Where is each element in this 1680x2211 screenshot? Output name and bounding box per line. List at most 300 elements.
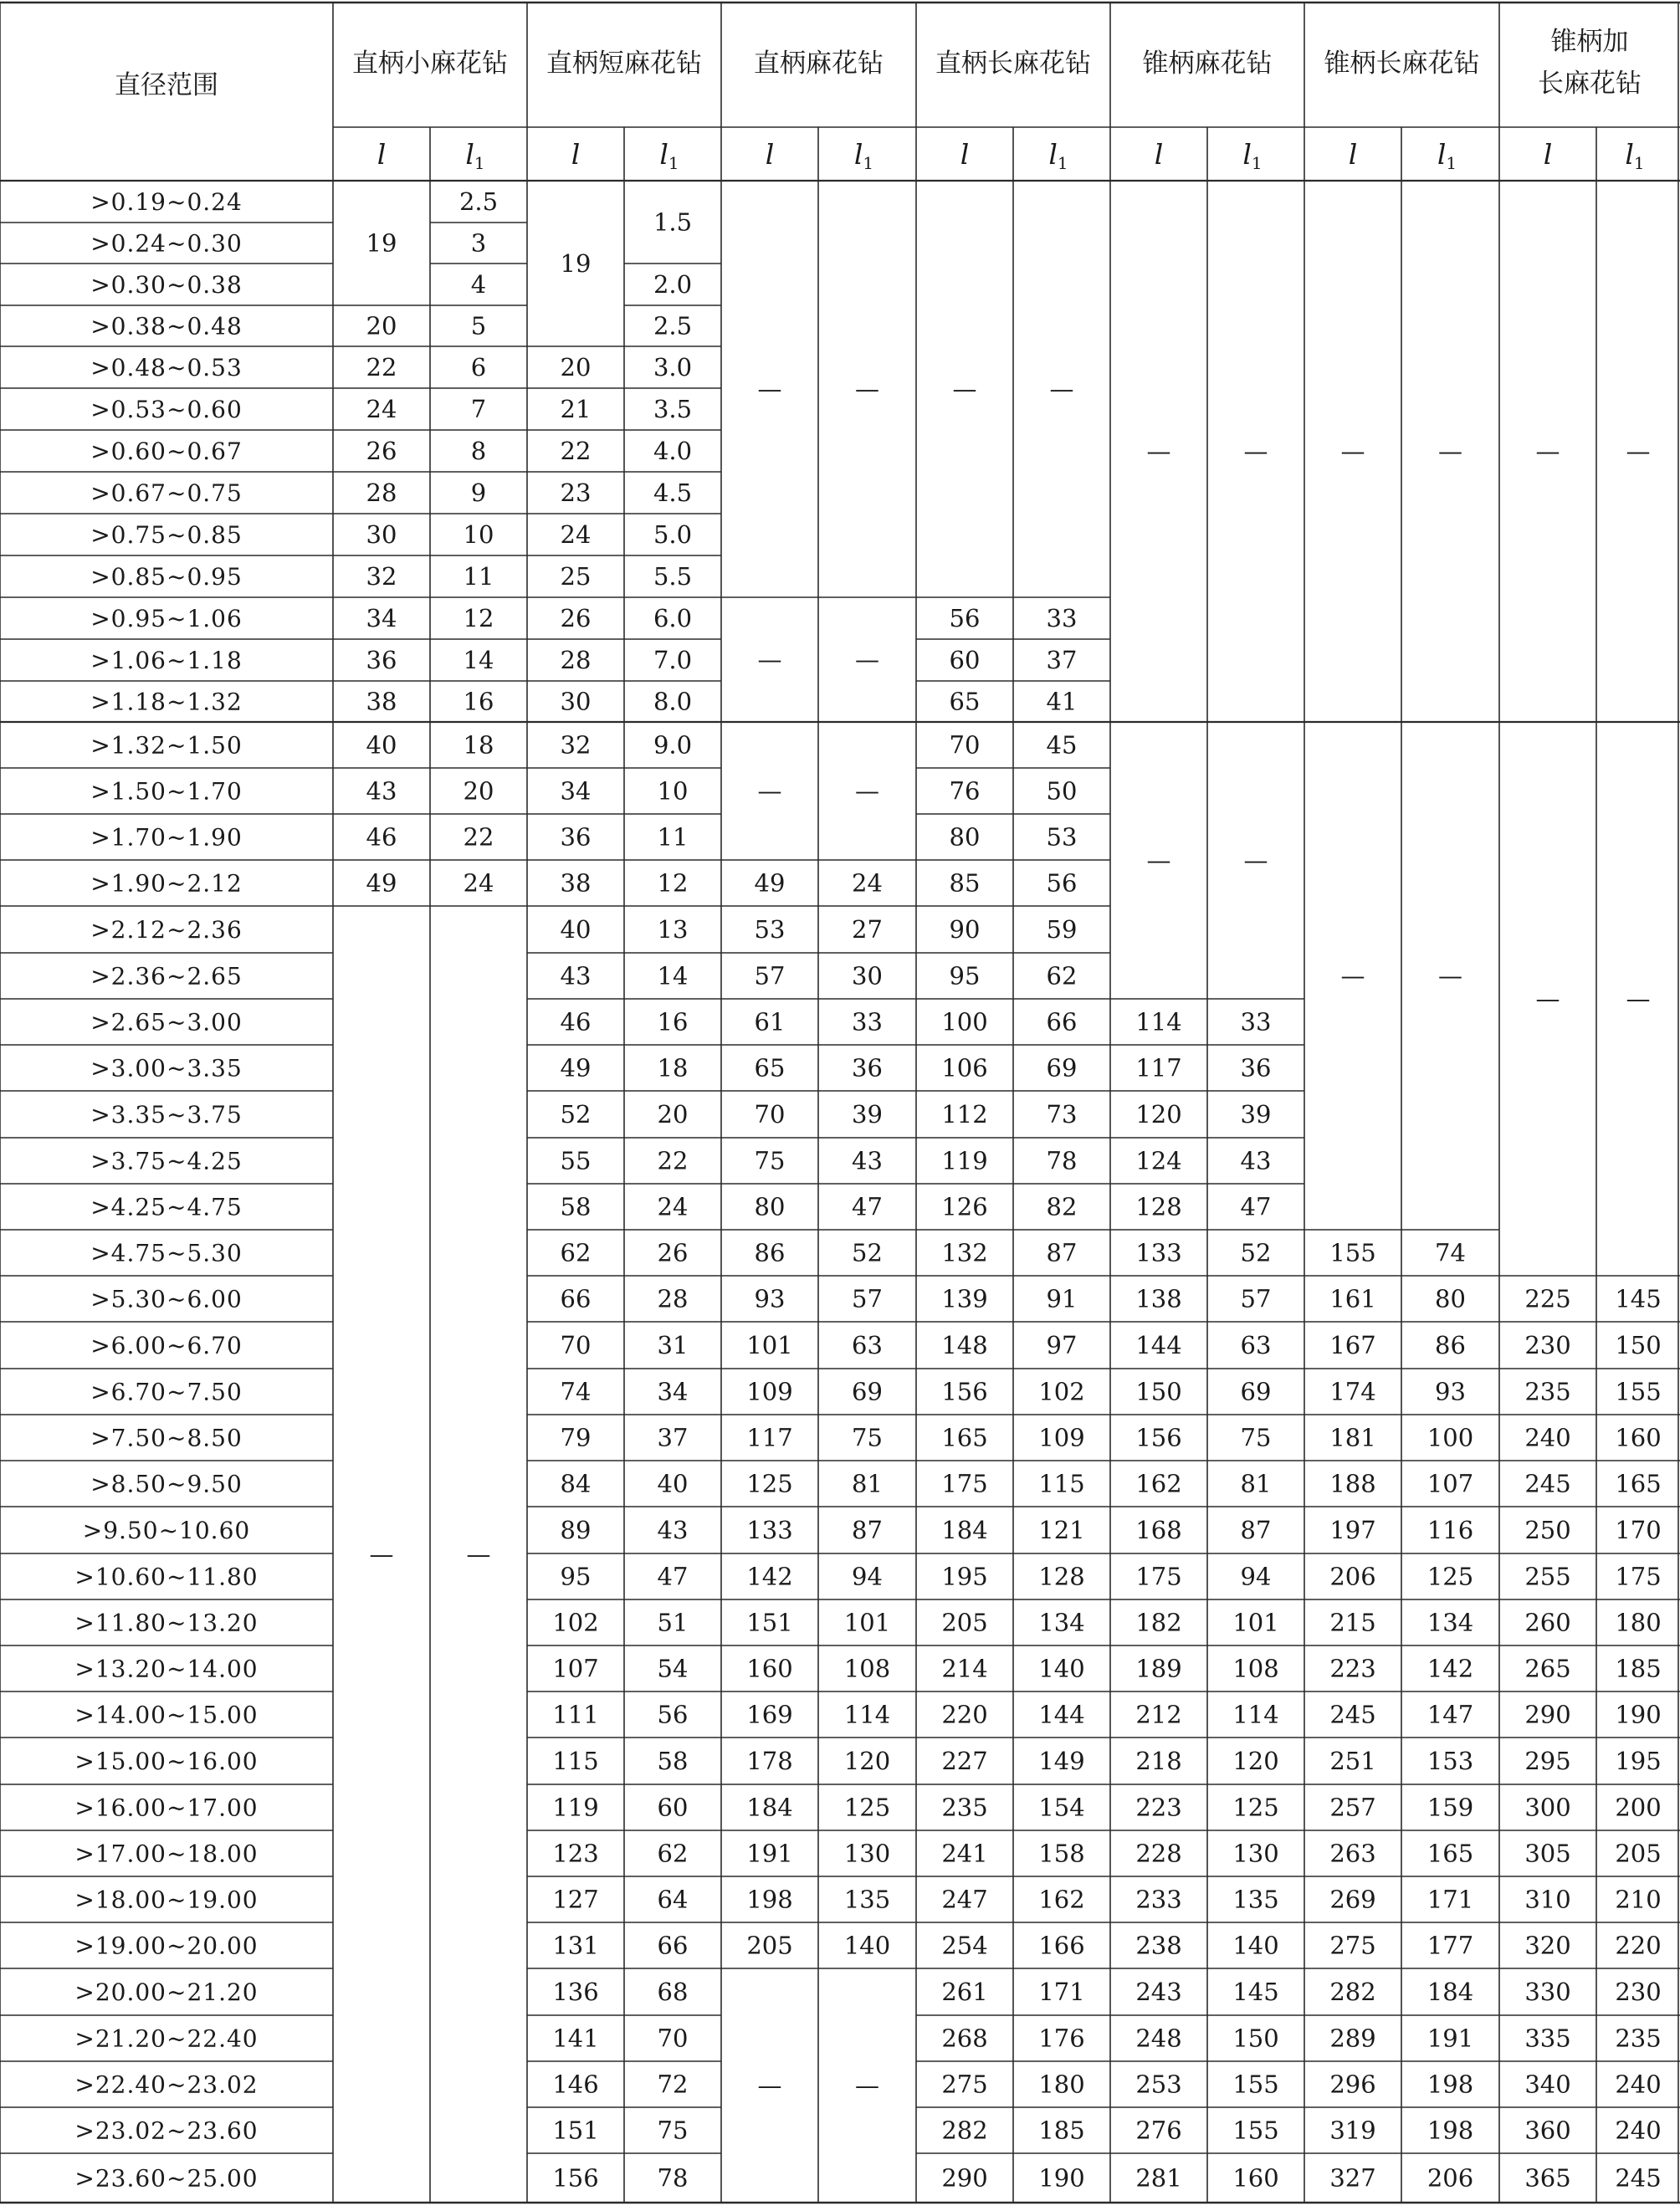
empty-cell-dash: — [1626,985,1651,1013]
length-symbol: l [1348,138,1358,171]
table-cell: 130 [843,1839,891,1868]
table-cell: 82 [1046,1192,1078,1221]
table-cell: 212 [1135,1700,1182,1729]
table-cell: 335 [1524,2024,1571,2053]
table-cell: 70 [560,1331,592,1359]
table-cell: 9 [470,479,487,507]
empty-cell-dash: — [1340,437,1365,466]
table-cell: 243 [1135,1978,1182,2006]
table-cell: 108 [1232,1654,1279,1683]
flute-length-symbol: l1 [465,138,485,173]
table-cell: 281 [1135,2163,1182,2193]
table-cell: 87 [1046,1238,1078,1267]
diameter-range: >4.25~4.75 [90,1193,243,1221]
diameter-range: >1.70~1.90 [90,823,243,852]
table-cell: 198 [746,1885,793,1914]
diameter-range: >0.24~0.30 [90,229,243,258]
table-cell: 50 [1046,776,1078,806]
diameter-range: >0.53~0.60 [90,396,243,423]
table-cell: 235 [1615,2024,1662,2053]
table-cell: 24 [463,868,494,898]
table-cell: 5 [470,311,487,340]
table-cell: 46 [560,1007,592,1036]
table-cell: 220 [1615,1931,1662,1960]
diameter-range: >0.48~0.53 [90,354,243,381]
table-cell: 319 [1329,2116,1376,2145]
table-cell: 228 [1135,1839,1182,1868]
table-cell: 195 [1615,1747,1662,1775]
table-cell: 81 [1240,1469,1272,1498]
table-cell: 51 [657,1608,689,1637]
table-cell: 245 [1524,1469,1571,1498]
table-cell: 114 [843,1700,891,1729]
table-cell: 158 [1038,1839,1085,1868]
table-cell: 109 [746,1377,793,1406]
table-cell: 120 [1232,1747,1279,1775]
table-cell: 330 [1524,1978,1571,2006]
length-symbol: l [960,138,970,171]
table-cell: 52 [560,1100,592,1129]
table-cell: 7.0 [653,646,693,674]
table-cell: 8 [470,437,487,465]
table-cell: 295 [1524,1747,1571,1775]
empty-cell-dash: — [1049,375,1074,403]
table-cell: 84 [560,1469,592,1498]
table-cell: 265 [1524,1654,1571,1683]
table-cell: 101 [1232,1608,1279,1637]
flute-length-symbol: l1 [1242,138,1263,173]
table-cell: 144 [1038,1700,1085,1729]
diameter-range: >2.36~2.65 [90,962,243,990]
diameter-range: >15.00~16.00 [74,1748,259,1775]
diameter-range: >2.65~3.00 [90,1008,243,1036]
diameter-range-column [74,188,258,2193]
table-cell: 61 [754,1007,786,1036]
empty-cell-dash: — [855,645,879,674]
group-header: 直柄小麻花钻 [352,49,508,79]
table-cell: 175 [941,1469,988,1498]
table-cell: 155 [1329,1238,1376,1267]
table-cell: 227 [941,1747,988,1775]
table-cell: 112 [941,1100,988,1129]
table-cell: 140 [1038,1654,1085,1683]
table-cell: 36 [560,822,592,852]
table-cell: 14 [657,961,689,990]
table-cell: 66 [657,1931,689,1960]
empty-cell-dash: — [1340,961,1365,990]
table-cell: 120 [843,1747,891,1775]
diameter-range: >1.90~2.12 [90,869,243,898]
table-cell: 20 [366,311,397,340]
table-cell: 141 [552,2024,599,2053]
table-cell: 123 [552,1839,599,1868]
table-cell: 235 [941,1793,988,1822]
diameter-range: >0.19~0.24 [90,188,243,216]
table-cell: 184 [941,1516,988,1544]
table-cell: 156 [1135,1423,1182,1452]
table-cell: 247 [941,1885,988,1914]
table-cell: 282 [1329,1978,1376,2006]
table-cell: 144 [1135,1331,1182,1359]
table-cell: 153 [1426,1747,1474,1775]
table-cell: 91 [1046,1284,1078,1313]
diameter-range: >21.20~22.40 [74,2024,259,2053]
flute-length-symbol: l1 [1048,138,1068,173]
empty-cell-dash: — [757,776,782,806]
table-cell: 218 [1135,1747,1182,1775]
table-cell: 155 [1232,2116,1279,2145]
table-cell: 142 [746,1562,793,1591]
table-cell: 150 [1232,2024,1279,2053]
table-cell: 327 [1329,2163,1376,2193]
table-cell: 56 [1046,868,1078,898]
table-cell: 38 [560,868,592,898]
table-cell: 43 [366,776,397,806]
table-cell: 69 [1046,1053,1078,1082]
empty-cell-dash: — [1626,437,1651,466]
table-cell: 20 [560,353,592,381]
table-cell: 150 [1615,1331,1662,1359]
diameter-range: >17.00~18.00 [74,1840,259,1868]
table-cell: 245 [1329,1700,1376,1729]
table-cell: 132 [941,1238,988,1267]
table-cell: 138 [1135,1284,1182,1313]
table-cell: 289 [1329,2024,1376,2053]
flute-length-symbol: l1 [1437,138,1457,173]
table-cell: 8.0 [653,687,693,716]
table-cell: 24 [560,520,592,549]
table-cell: 78 [1046,1146,1078,1175]
table-cell: 5.5 [653,562,693,591]
diameter-range: >6.00~6.70 [90,1332,243,1359]
table-cell: 23 [560,479,592,507]
table-cell: 189 [1135,1654,1182,1683]
table-cell: 102 [552,1608,599,1637]
empty-cell-dash: — [855,2071,879,2100]
empty-cell-dash: — [1438,961,1462,990]
table-cell: 109 [1038,1423,1085,1452]
table-cell: 282 [941,2116,988,2145]
diameter-range: >13.20~14.00 [74,1655,259,1683]
table-cell: 30 [366,520,397,549]
table-cell: 49 [754,868,786,898]
empty-cell-dash: — [855,375,879,403]
table-cell: 58 [560,1192,592,1221]
table-cell: 155 [1615,1377,1662,1406]
diameter-range: >3.00~3.35 [90,1054,243,1082]
table-cell: 181 [1329,1423,1376,1452]
table-cell: 60 [949,646,981,674]
table-cell: 20 [657,1100,689,1129]
table-cell: 188 [1329,1469,1376,1498]
table-cell: 142 [1426,1654,1474,1683]
diameter-range: >1.50~1.70 [90,777,243,806]
table-cell: 93 [754,1284,786,1313]
table-cell: 43 [657,1516,689,1544]
table-cell: 365 [1524,2163,1571,2193]
table-cell: 127 [552,1885,599,1914]
diameter-range: >0.60~0.67 [90,438,243,465]
table-cell: 296 [1329,2070,1376,2099]
table-cell: 26 [366,437,397,465]
table-cell: 165 [1615,1469,1662,1498]
table-cell: 81 [852,1469,883,1498]
table-cell: 49 [366,868,397,898]
table-cell: 145 [1615,1284,1662,1313]
table-cell: 206 [1426,2163,1474,2193]
table-cell: 63 [852,1331,883,1359]
table-cell: 80 [1435,1284,1466,1313]
table-cell: 47 [852,1192,883,1221]
table-cell: 198 [1426,2116,1474,2145]
table-cell: 160 [1232,2163,1279,2193]
table-cell: 12 [657,868,689,898]
flute-length-symbol: l1 [659,138,679,173]
table-cell: 69 [852,1377,883,1406]
table-cell: 230 [1524,1331,1571,1359]
group-header: 长麻花钻 [1538,69,1642,99]
diameter-range: >0.30~0.38 [90,271,243,299]
table-cell: 251 [1329,1747,1376,1775]
table-cell: 177 [1426,1931,1474,1960]
table-cell: 64 [657,1885,689,1914]
table-cell: 27 [852,915,883,944]
table-cell: 70 [754,1100,786,1129]
table-cell: 85 [949,868,981,898]
table-cell: 223 [1135,1793,1182,1822]
table-cell: 75 [754,1146,786,1175]
table-cell: 136 [552,1978,599,2006]
table-cell: 38 [366,687,397,716]
diameter-range: >23.02~23.60 [74,2116,259,2145]
table-cell: 206 [1329,1562,1376,1591]
table-cell: 168 [1135,1516,1182,1544]
table-cell: 31 [657,1331,689,1359]
table-cell: 261 [941,1978,988,2006]
table-cell: 11 [657,822,689,852]
table-cell: 62 [657,1839,689,1868]
table-cell: 254 [941,1931,988,1960]
table-cell: 162 [1135,1469,1182,1498]
table-cell: 7 [470,395,487,423]
table-cell: 171 [1038,1978,1085,2006]
diameter-range: >2.12~2.36 [90,916,243,944]
group-header: 锥柄加 [1550,27,1629,57]
table-cell: 257 [1329,1793,1376,1822]
table-cell: 19 [560,249,592,278]
table-cell: 28 [366,479,397,507]
table-cell: 32 [366,562,397,591]
table-cell: 43 [560,961,592,990]
table-cell: 205 [746,1931,793,1960]
table-cell: 166 [1038,1931,1085,1960]
diameter-range: >14.00~15.00 [74,1701,259,1729]
table-cell: 268 [941,2024,988,2053]
diameter-range: >19.00~20.00 [74,1932,259,1960]
table-cell: 340 [1524,2070,1571,2099]
table-cell: 210 [1615,1885,1662,1914]
table-cell: 135 [843,1885,891,1914]
table-cell: 215 [1329,1608,1376,1637]
table-cell: 115 [1038,1469,1085,1498]
diameter-range: >4.75~5.30 [90,1239,243,1267]
table-cell: 119 [552,1793,599,1822]
table-cell: 101 [843,1608,891,1637]
diameter-range: >20.00~21.20 [74,1978,259,2006]
table-cell: 107 [1426,1469,1474,1498]
table-cell: 290 [1524,1700,1571,1729]
table-cell: 238 [1135,1931,1182,1960]
table-cell: 95 [560,1562,592,1591]
table-cell: 175 [1135,1562,1182,1591]
table-cell: 248 [1135,2024,1182,2053]
table-cell: 260 [1524,1608,1571,1637]
table-cell: 205 [1615,1839,1662,1868]
table-cell: 169 [746,1700,793,1729]
table-cell: 165 [1426,1839,1474,1868]
table-cell: 154 [1038,1793,1085,1822]
table-cell: 2.5 [653,311,693,340]
table-cell: 79 [560,1423,592,1452]
table-cell: 75 [657,2116,689,2145]
empty-cell-dash: — [855,776,879,806]
table-cell: 191 [746,1839,793,1868]
table-cell: 10 [657,776,689,806]
table-cell: 184 [746,1793,793,1822]
table-cell: 4.0 [653,437,693,465]
table-cell: 240 [1615,2116,1662,2145]
table-cell: 310 [1524,1885,1571,1914]
flute-length-symbol: l1 [853,138,874,173]
diameter-range: >10.60~11.80 [74,1563,259,1591]
table-cell: 240 [1615,2070,1662,2099]
table-cell: 108 [843,1654,891,1683]
table-cell: 66 [560,1284,592,1313]
table-cell: 198 [1426,2070,1474,2099]
table-cell: 4.5 [653,479,693,507]
length-symbol: l [1154,138,1164,171]
empty-cell-dash: — [757,645,782,674]
table-cell: 145 [1232,1978,1279,2006]
table-cell: 182 [1135,1608,1182,1637]
table-cell: 9.0 [653,730,693,760]
group-header: 直柄长麻花钻 [935,49,1091,79]
table-cell: 106 [941,1053,988,1082]
table-cell: 74 [560,1377,592,1406]
diameter-range: >0.75~0.85 [90,521,243,549]
table-cell: 25 [560,562,592,591]
table-cell: 116 [1426,1516,1474,1544]
diameter-range: >7.50~8.50 [90,1424,243,1452]
table-cell: 128 [1038,1562,1085,1591]
table-cell: 47 [1240,1192,1272,1221]
empty-cell-dash: — [1243,437,1268,466]
empty-cell-dash: — [952,375,977,403]
table-cell: 175 [1615,1562,1662,1591]
table-cell: 43 [1240,1146,1272,1175]
table-cell: 97 [1046,1331,1078,1359]
table-cell: 24 [657,1192,689,1221]
table-cell: 56 [949,604,981,632]
group-header: 直柄麻花钻 [754,49,884,79]
empty-cell-dash: — [757,2071,782,2100]
table-cell: 34 [560,776,592,806]
diameter-range: >1.18~1.32 [90,688,243,716]
diameter-range: >11.80~13.20 [74,1609,259,1637]
table-cell: 241 [941,1839,988,1868]
table-cell: 101 [746,1331,793,1359]
table-cell: 121 [1038,1516,1085,1544]
table-cell: 195 [941,1562,988,1591]
diameter-range: >22.40~23.02 [74,2070,259,2099]
table-cell: 162 [1038,1885,1085,1914]
length-symbol: l [1543,138,1553,171]
flute-length-symbol: l1 [1625,138,1645,173]
diameter-range: >6.70~7.50 [90,1378,243,1406]
table-cell: 115 [552,1747,599,1775]
table-cell: 10 [463,520,494,549]
table-grid-lines [0,3,1680,2203]
table-cell: 53 [754,915,786,944]
range-header: 直径范围 [115,70,218,100]
table-cell: 13 [657,915,689,944]
table-cell: 3 [470,228,487,258]
table-cell: 33 [852,1007,883,1036]
table-cell: 55 [560,1146,592,1175]
table-cell: 39 [1240,1100,1272,1129]
table-cell: 40 [657,1469,689,1498]
empty-cell-dash: — [1146,437,1171,466]
diameter-range: >1.32~1.50 [90,731,243,760]
empty-cell-dash: — [1243,846,1268,875]
table-cell: 230 [1615,1978,1662,2006]
table-cell: 240 [1524,1423,1571,1452]
diameter-range: >1.06~1.18 [90,647,243,674]
table-cell: 86 [1435,1331,1466,1359]
table-cell: 140 [843,1931,891,1960]
diameter-range: >0.85~0.95 [90,563,243,591]
table-cell: 22 [560,437,592,465]
table-cell: 34 [366,604,397,632]
table-cell: 56 [657,1700,689,1729]
table-cell: 214 [941,1654,988,1683]
table-cell: 78 [657,2163,689,2193]
table-cell: 80 [754,1192,786,1221]
empty-cell-dash: — [1535,985,1560,1013]
table-cell: 3.0 [653,353,693,381]
table-cell: 140 [1232,1931,1279,1960]
table-cell: 54 [657,1654,689,1683]
table-cell: 21 [560,395,592,423]
table-cell: 60 [657,1793,689,1822]
table-cell: 30 [560,687,592,716]
table-cell: 130 [1232,1839,1279,1868]
table-cell: 24 [852,868,883,898]
table-cell: 74 [1435,1238,1466,1267]
table-cell: 190 [1615,1700,1662,1729]
table-cell: 68 [657,1978,689,2006]
table-cell: 70 [949,730,981,760]
table-cell: 87 [852,1516,883,1544]
table-cell: 59 [1046,915,1078,944]
table-cell: 94 [1240,1562,1272,1591]
table-cell: 75 [1240,1423,1272,1452]
table-cell: 180 [1615,1608,1662,1637]
table-cell: 22 [366,353,397,381]
table-cell: 125 [746,1469,793,1498]
table-cell: 87 [1240,1516,1272,1544]
table-cell: 263 [1329,1839,1376,1868]
